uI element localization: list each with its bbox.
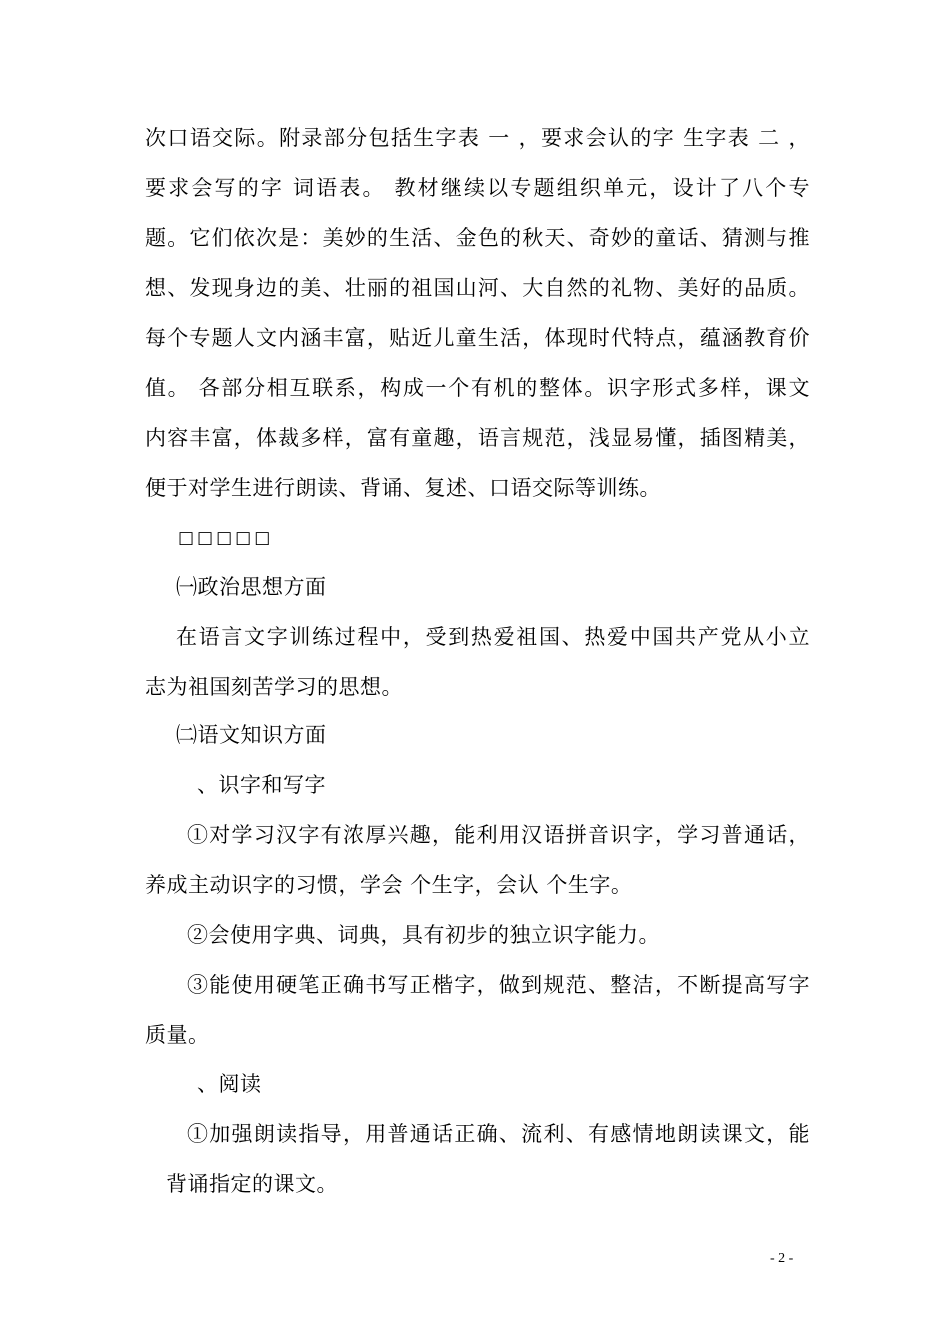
item-heading: 、识字和写字 (197, 773, 326, 797)
item-heading: 、阅读 (197, 1072, 262, 1096)
text-line: 在语言文字训练过程中，受到热爱祖国、热爱中国共产党从小立 (176, 625, 810, 649)
text-line: 质量。 (145, 1023, 210, 1047)
text-line: 内容丰富，体裁多样，富有童趣，语言规范，浅显易懂，插图精美， (145, 426, 810, 450)
text-line: ①加强朗读指导，用普通话正确、流利、有感情地朗读课文，能 (187, 1122, 810, 1146)
text-line: 背诵指定的课文。 (166, 1172, 338, 1196)
text-line: 每个专题人文内涵丰富，贴近儿童生活，体现时代特点，蕴涵教育价 (145, 326, 810, 350)
text-line: ②会使用字典、词典，具有初步的独立识字能力。 (187, 923, 660, 947)
text-line: 便于对学生进行朗读、背诵、复述、口语交际等训练。 (145, 476, 661, 500)
subsection-heading: ㈠政治思想方面 (176, 575, 327, 599)
text-line: 题。它们依次是：美妙的生活、金色的秋天、奇妙的童话、猜测与推 (145, 226, 810, 250)
text-line: 要求会写的字 词语表。 教材继续以专题组织单元，设计了八个专 (145, 176, 810, 200)
text-line: 次口语交际。附录部分包括生字表 一 ，要求会认的字 生字表 二 ， (145, 126, 810, 150)
text-line: 值。 各部分相互联系，构成一个有机的整体。识字形式多样，课文 (145, 376, 810, 400)
subsection-heading: ㈡语文知识方面 (176, 723, 327, 747)
page-number: - 2 - (770, 1251, 794, 1266)
text-line: 养成主动识字的习惯，学会 个生字，会认 个生字。 (145, 873, 633, 897)
text-line: ③能使用硬笔正确书写正楷字，做到规范、整洁，不断提高写字 (187, 973, 810, 997)
text-line: 想、发现身边的美、壮丽的祖国山河、大自然的礼物、美好的品质。 (145, 276, 810, 300)
text-line: 志为祖国刻苦学习的思想。 (145, 675, 403, 699)
section-heading-placeholder: □□□□□ (178, 528, 274, 548)
text-line: ①对学习汉字有浓厚兴趣，能利用汉语拼音识字，学习普通话， (187, 823, 810, 847)
